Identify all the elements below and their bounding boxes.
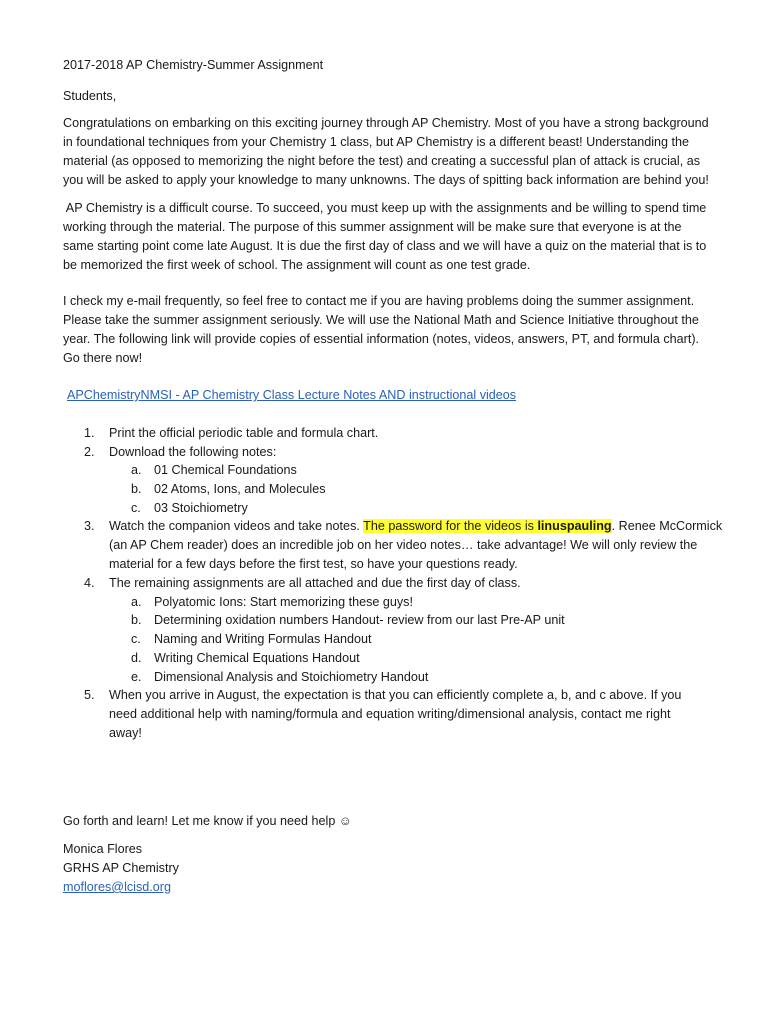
signature-name: Monica Flores (63, 842, 143, 856)
list-item (109, 517, 722, 535)
list-item: Download the following notes: (109, 445, 277, 459)
para3-line: Go there now! (63, 351, 143, 365)
sublist-item: Naming and Writing Formulas Handout (154, 632, 372, 646)
sublist-item: 02 Atoms, Ions, and Molecules (154, 482, 326, 496)
list-item: The remaining assignments are all attached and due the first day of class. (109, 576, 521, 590)
sublist-letter: c. (131, 632, 141, 646)
email-link[interactable]: moflores@lcisd.org (63, 880, 171, 894)
list-item: When you arrive in August, the expectation is that you can efficiently complete a, b, and c above. If you (109, 688, 682, 702)
sublist-letter: c. (131, 501, 141, 515)
list-number: 5. (84, 688, 95, 702)
sublist-item: Dimensional Analysis and Stoichiometry Handout (154, 670, 429, 684)
sublist-letter: a. (131, 463, 142, 477)
para1-line: material (as opposed to memorizing the night before the test) and creating a successful plan of attack is crucial, as (63, 154, 701, 168)
sublist-item: 01 Chemical Foundations (154, 463, 297, 477)
password-value: linuspauling (537, 519, 612, 533)
sublist-letter: e. (131, 670, 142, 684)
sublist-item: 03 Stoichiometry (154, 501, 248, 515)
password-highlight (363, 519, 611, 533)
item3-text: . Renee McCormick (611, 519, 723, 533)
list-item-line: material for a few days before the first test, so have your questions ready. (109, 557, 518, 571)
para3-line: year. The following link will provide copies of essential information (notes, videos, answers, PT, and formula chart). (63, 332, 700, 346)
list-item-line: (an AP Chem reader) does an incredible job on her video notes… take advantage! We will only review the (109, 538, 698, 552)
sublist-letter: b. (131, 613, 142, 627)
para2-line: be memorized the first week of school. The assignment will count as one test grade. (63, 258, 531, 272)
list-item-line: need additional help with naming/formula and equation writing/dimensional analysis, contact me right (109, 707, 671, 721)
para2-line: working through the material. The purpose of this summer assignment will be make sure that everyone is at the (63, 220, 682, 234)
list-number: 1. (84, 426, 95, 440)
password-label: The password for the videos is (363, 519, 538, 533)
para1-line: Congratulations on embarking on this exciting journey through AP Chemistry. Most of you have a strong background (63, 116, 709, 130)
signature-school: GRHS AP Chemistry (63, 861, 179, 875)
list-item: Print the official periodic table and formula chart. (109, 426, 379, 440)
closing-line: Go forth and learn! Let me know if you need help ☺ (63, 814, 352, 828)
list-item-line: away! (109, 726, 142, 740)
sublist-item: Determining oxidation numbers Handout- review from our last Pre-AP unit (154, 613, 565, 627)
greeting: Students, (63, 89, 117, 103)
list-number: 2. (84, 445, 95, 459)
document-title: 2017-2018 AP Chemistry-Summer Assignment (63, 58, 324, 72)
sublist-letter: d. (131, 651, 142, 665)
para1-line: in foundational techniques from your Chemistry 1 class, but AP Chemistry is a different beast! Understanding the (63, 135, 690, 149)
para1-line: you will be asked to apply your knowledge to many unknowns. The days of spitting back information are behind you! (63, 173, 709, 187)
item3-text: Watch the companion videos and take notes. (109, 519, 364, 533)
sublist-letter: a. (131, 595, 142, 609)
list-number: 3. (84, 519, 95, 533)
nmsi-link[interactable]: APChemistryNMSI - AP Chemistry Class Lecture Notes AND instructional videos (67, 388, 517, 402)
para3-line: Please take the summer assignment seriously. We will use the National Math and Science Initiative throughout the (63, 313, 699, 327)
para2-line: same starting point come late August. It is due the first day of class and we will have a quiz on the material that is to (63, 239, 707, 253)
sublist-item: Polyatomic Ions: Start memorizing these guys! (154, 595, 413, 609)
sublist-letter: b. (131, 482, 142, 496)
sublist-item: Writing Chemical Equations Handout (154, 651, 360, 665)
list-number: 4. (84, 576, 95, 590)
para3-line: I check my e-mail frequently, so feel free to contact me if you are having problems doing the summer assignment. (63, 294, 695, 308)
para2-line: AP Chemistry is a difficult course. To succeed, you must keep up with the assignments and be willing to spend time (63, 201, 707, 215)
